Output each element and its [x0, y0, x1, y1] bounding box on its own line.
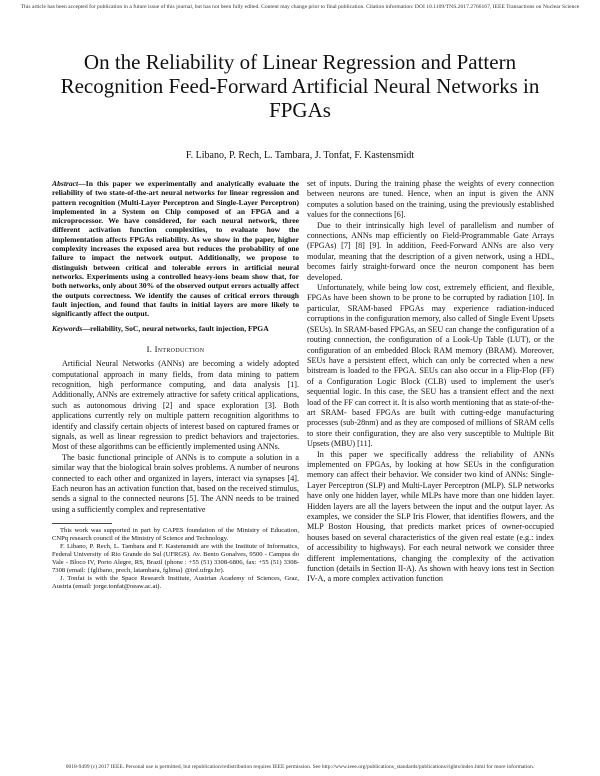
body-paragraph-1: set of inputs. During the training phase the weights of every connection between neurons are tuned. Hence, when an input is given the ANN computes a solution based on the training, using the previously established values for the connections [6].	[307, 179, 554, 220]
left-column	[52, 179, 299, 591]
body-paragraph-2: Due to their intrinsically high level of parallelism and number of connections, ANNs map efficiently on Field-Programmable Gate Arrays (FPGAs) [7] [8] [9]. In addition, Feed-Forward ANNs are also very modular, meaning that the description of a given network, using a HDL, becomes fairly straight-forward once the neuron component has been developed.	[307, 220, 554, 282]
copyright-footer: 0018-9499 (c) 2017 IEEE. Personal use is permitted, but republication/redistribution requires IEEE permission. See http://www.ieee.org/publications_standards/publications/rights/index.html for more information.	[65, 764, 535, 770]
abstract	[52, 179, 299, 318]
keywords-label: Keywords	[52, 324, 83, 334]
intro-paragraph-2: The basic functional principle of ANNs is to compute a solution in a similar way that the biological brain solves problems. A number of neurons connected to each other and organized in layers, interact via synapses [4]. Each neuron has an activation function that, based on the received stimulus, sends a signal to the connected neurons [5]. The ANN needs to be trained using a sufficiently complex and representative	[52, 452, 299, 514]
journal-header: This article has been accepted for publication in a future issue of this journal, but has not been fully edited. Content may change prior to final publication. Citation information: DOI 10.1109/TNS.2017.2766167, IEEE Transactions on Nuclear Science	[20, 4, 580, 10]
paper-title: On the Reliability of Linear Regression and Pattern Recognition Feed-Forward Artificial Neural Networks in FPGAs	[60, 50, 540, 122]
footnote-funding: This work was supported in part by CAPES foundation of the Ministry of Education, CNPq research council of the Ministry of Science and Technology.	[52, 527, 299, 543]
right-column	[307, 179, 554, 585]
abstract-label: Abstract	[52, 179, 79, 188]
footnote-affiliation-ufrgs: F. Libano, P. Rech, L. Tambara and F. Kastensmidt are with the Institute of Informatics, Federal University of Rio Grande do Sul (UFRGS). Av. Bento Gonalves, 9500 - Campus do Vale - Bloco IV, Porto Alegre, RS, Brazil (phone : +55 (51) 3308-6806, fax: +55 (51) 3308-7308 (email: {fglibano, prech, latambara, fglima} @inf.ufrgs.br).	[52, 543, 299, 574]
keywords-text: —reliability, SoC, neural networks, fault injection, FPGA	[82, 324, 269, 334]
intro-paragraph-1: Artificial Neural Networks (ANNs) are becoming a widely adopted computational approach in many fields, from data mining to pattern recognition, high performance computing, and data analysis [1]. Additionally, ANNs are extremely attractive for safety critical applications, such as autonomous driving [2] and space exploration [3]. Both applications currently rely on multiple pattern recognition algorithms to identify and classify certain objects of interest based on captured frames or signals, as well as linear regression to predict behaviors and trajectories. Most of these algorithms can be efficiently implemented using ANNs.	[52, 359, 299, 452]
author-list: F. Libano, P. Rech, L. Tambara, J. Tonfat, F. Kastensmidt	[185, 150, 415, 161]
footnote-divider	[52, 523, 112, 524]
footnote-affiliation-austria: J. Tonfat is with the Space Research Institute, Austrian Academy of Sciences, Graz, Austria (email: jorge.tonfat@oeaw.ac.at).	[52, 574, 299, 590]
body-paragraph-3: Unfortunately, while being low cost, extremely efficient, and flexible, FPGAs have been shown to be prone to be corrupted by radiation [10]. In particular, SRAM-based FPGAs may experience radiation-induced corruptions in the configuration memory, also called of Single Event Upsets (SEUs). In SRAM-based FPGAs, an SEU can change the configuration of a routing connection, the configuration of a Look-Up Table (LUT), or the configuration of an embedded Block RAM memory (BRAM). Moreover, SEUs have a persistent effect, which can only be corrected when a new bitstream is loaded to the FPGA. SEUs can also occur in a Flip-Flop (FF) of a Configuration Logic Block (CLB) used to implement the user's sequential logic. In this case, the SEU has a transient effect and the next load of the FF can correct it. It is also worth mentioning that as state-of-the-art SRAM- based FPGAs are built with cutting-edge manufacturing processes (sub-28nm) and as they are composed of millions of SRAM cells to store their configuration, they are also very susceptible to Multiple Bit Upsets (MBU) [11].	[307, 283, 555, 449]
keywords	[52, 324, 299, 333]
body-paragraph-4: In this paper we specifically address the reliability of ANNs implemented on FPGAs, by looking at how SEUs in the configuration memory can affect their behavior. We consider two kind of ANNs: Single-Layer Perceptron (SLP) and Multi-Layer Perceptron (MLP). SLP networks have only one hidden layer, while MLPs have more than one hidden layer. Hidden layers are all the layers between the input and the output layer. As examples, we consider the SLP Iris Flower, that identifies flowers, and the MLP Boston Housing, that predicts market prices of owner-occupied houses based on several characteristics of the given real estate (e.g.: index of accessibility to highways). For each neural network we consider three different implementations, changing the complexity of the activation function (details in Section II-A). As shown with heavy ions test in Section IV-A, a more complex activation function	[307, 449, 554, 584]
abstract-text: —In this paper we experimentally and analytically evaluate the reliability of two state-of-the-art neural networks for linear regression and pattern recognition (Multi-Layer Perceptron and Single-Layer Perceptron) implemented in a System on Chip composed of an FPGA and a microprocessor. We have considered, for each neural network, three different activation function complexities, to evaluate how the implementation affects FPGAs reliability. As we show in the paper, higher complexity increases the exposed area but reduces the probability of one failure to impact the network output. Additionally, we propose to distinguish between critical and tolerable errors in artificial neural networks. Experiments using a controlled heavy-ions beam show that, for both networks, only about 30% of the observed output errors actually affect the outputs correctness. We identify the causes of critical errors through fault injection, and found that faults in initial layers are more likely to significantly affect the output.	[52, 179, 299, 319]
section-heading-introduction: I. Introduction	[146, 343, 205, 354]
